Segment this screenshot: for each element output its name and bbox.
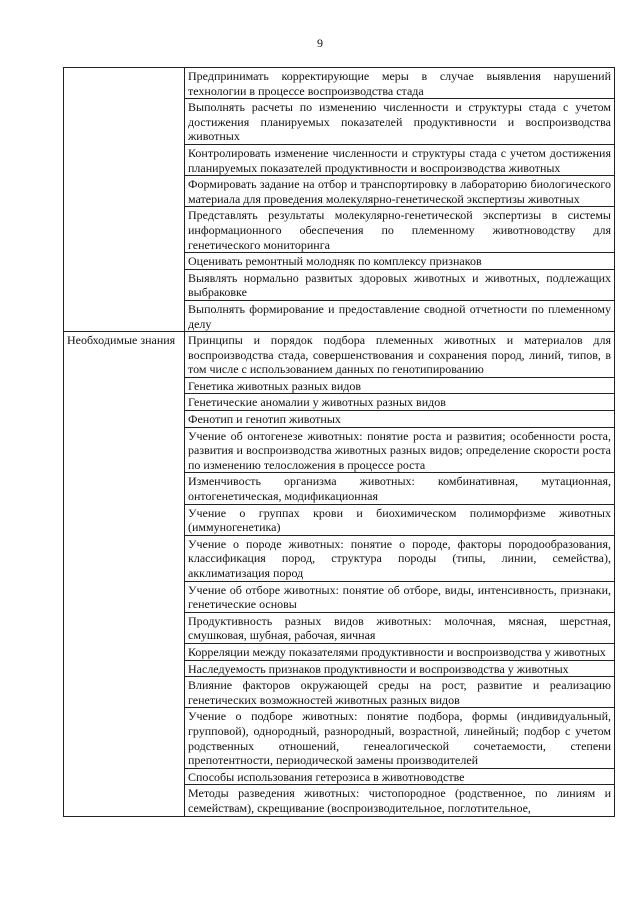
requirement-item: Принципы и порядок подбора племенных животных и материалов для воспроизводства стада, совершенствования и сохранения пород, линий, типов, в том числе с использованием данных по генотипированию (185, 332, 615, 378)
requirements-table-body (64, 68, 615, 817)
requirement-item: Изменчивость организма животных: комбинативная, мутационная, онтогенетическая, модификационная (185, 473, 615, 504)
requirement-item: Методы разведения животных: чистопородное (родственное, по линиям и семействам), скрещивание (воспроизводительное, поглотительное, (185, 785, 615, 816)
table-row (64, 332, 615, 378)
requirement-item: Учение об отборе животных: понятие об отборе, виды, интенсивность, признаки, генетические основы (185, 581, 615, 612)
requirement-item: Фенотип и генотип животных (185, 411, 615, 428)
requirement-item: Способы использования гетерозиса в животноводстве (185, 768, 615, 785)
requirement-item: Представлять результаты молекулярно-генетической экспертизы в системы информационного обеспечения по племенному животноводству для генетического мониторинга (185, 207, 615, 253)
requirement-item: Учение о подборе животных: понятие подбора, формы (индивидуальный, групповой), однородный, разнородный, возрастной, линейный; подбор с учетом родственных отношений, генеалогической сочетаемости, степени препотентности, периодической замены производителей (185, 708, 615, 768)
requirement-item: Выявлять нормально развитых здоровых животных и животных, подлежащих выбраковке (185, 269, 615, 300)
requirement-item: Оценивать ремонтный молодняк по комплексу признаков (185, 253, 615, 270)
requirement-item: Генетика животных разных видов (185, 377, 615, 394)
requirement-item: Выполнять расчеты по изменению численности и структуры стада с учетом достижения планируемых показателей продуктивности и воспроизводства животных (185, 99, 615, 145)
requirement-item: Контролировать изменение численности и структуры стада с учетом достижения планируемых показателей продуктивности и воспроизводства животных (185, 144, 615, 175)
requirement-item: Влияние факторов окружающей среды на рост, развитие и реализацию генетических возможностей животных разных видов (185, 677, 615, 708)
requirements-table (63, 67, 615, 817)
row-label (64, 68, 185, 332)
requirement-item: Учение о породе животных: понятие о породе, факторы породообразования, классификация пород, структура породы (типы, линии, семейства), акклиматизация пород (185, 535, 615, 581)
row-label: Необходимые знания (64, 332, 185, 816)
requirement-item: Корреляции между показателями продуктивности и воспроизводства у животных (185, 643, 615, 660)
requirement-item: Учение об онтогенезе животных: понятие роста и развития; особенности роста, развития и воспроизводства животных разных видов; определение скорости роста по изменению телосложения в процессе роста (185, 427, 615, 473)
page-number: 9 (317, 36, 323, 50)
requirement-item: Предпринимать корректирующие меры в случае выявления нарушений технологии в процессе воспроизводства стада (185, 68, 615, 99)
table-row (64, 68, 615, 99)
requirement-item: Формировать задание на отбор и транспортировку в лабораторию биологического материала для проведения молекулярно-генетической экспертизы животных (185, 176, 615, 207)
requirement-item: Наследуемость признаков продуктивности и воспроизводства у животных (185, 660, 615, 677)
requirement-item: Выполнять формирование и предоставление сводной отчетности по племенному делу (185, 300, 615, 331)
requirement-item: Продуктивность разных видов животных: молочная, мясная, шерстная, смушковая, шубная, рабочая, яичная (185, 612, 615, 643)
requirement-item: Генетические аномалии у животных разных видов (185, 394, 615, 411)
requirement-item: Учение о группах крови и биохимическом полиморфизме животных (иммуногенетика) (185, 504, 615, 535)
